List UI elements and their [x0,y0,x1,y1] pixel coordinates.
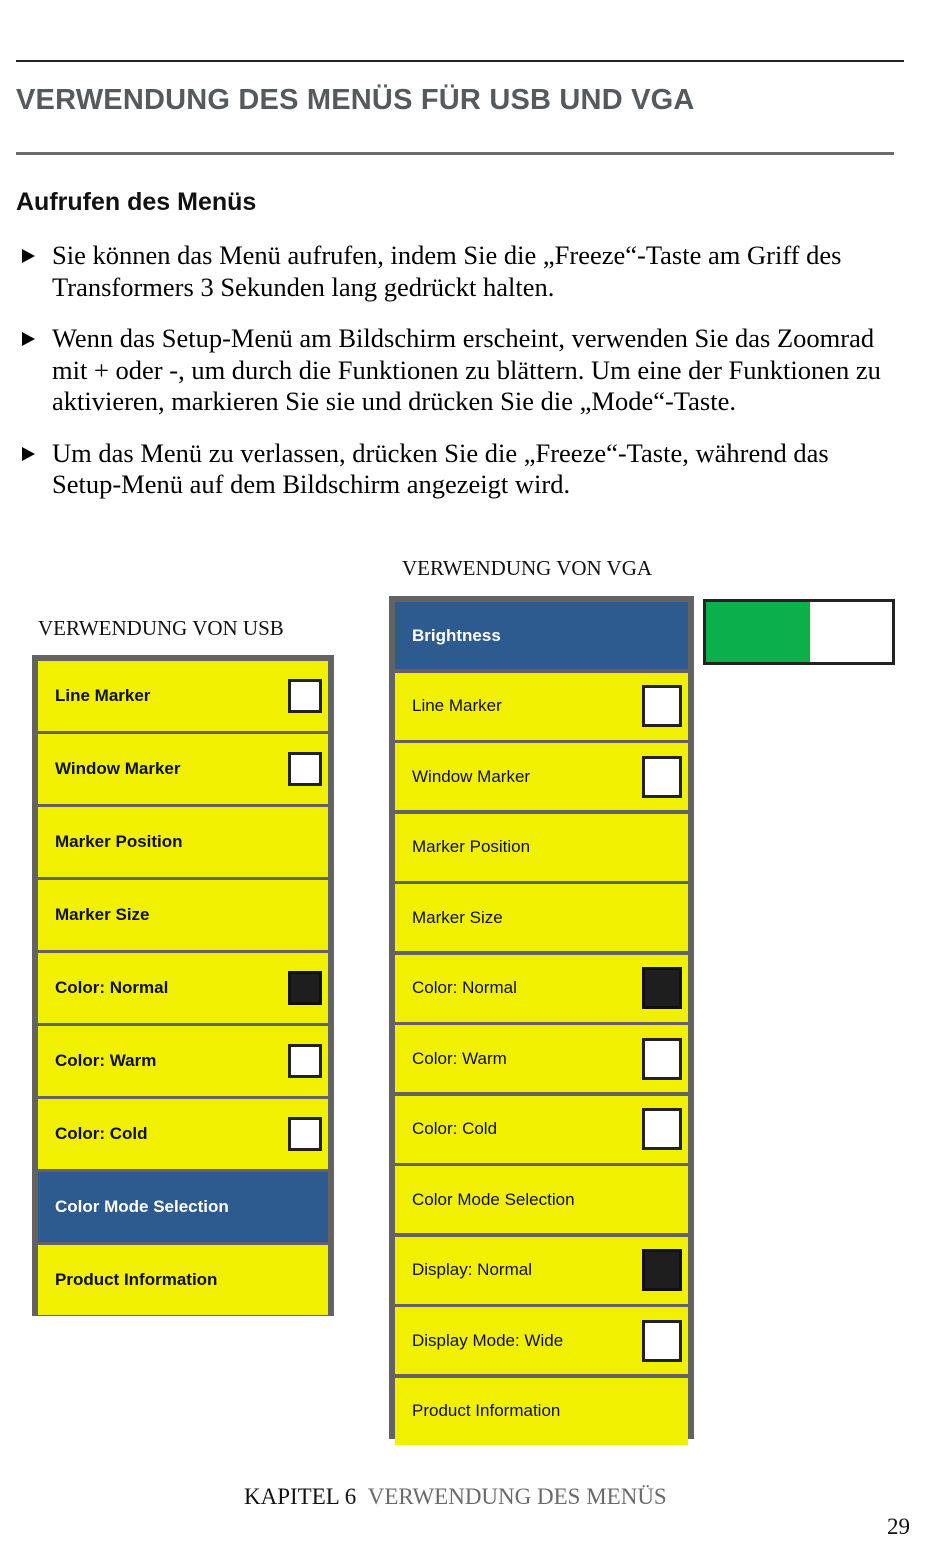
footer-chapter-title: VERWENDUNG DES MENÜS [367,1484,667,1509]
menu-item-label: Color Mode Selection [55,1197,229,1216]
top-rule [16,60,904,62]
menu-item[interactable] [38,880,328,950]
menu-item-label: Display: Normal [412,1260,532,1279]
menu-item-label: Line Marker [412,696,502,715]
instruction-item [16,240,896,303]
menu-item-label: Color: Warm [412,1048,507,1068]
checkbox-unchecked-icon[interactable] [642,1320,682,1362]
checkbox-unchecked-icon[interactable] [288,1044,322,1078]
menu-item-label: Display Mode: Wide [412,1330,564,1350]
section-subheading: Aufrufen des Menüs [16,188,257,216]
menu-item[interactable] [38,1172,328,1242]
menu-item[interactable] [395,602,688,669]
menu-item-label: Color: Cold [412,1119,498,1138]
brightness-level-fill [706,602,810,662]
menu-item-label: Product Information [412,1401,561,1420]
menu-item-label: Marker Position [55,832,183,851]
triangle-bullet-icon [22,332,35,346]
checkbox-checked-icon[interactable] [642,967,682,1009]
checkbox-checked-icon[interactable] [288,971,322,1005]
menu-item-label: Marker Position [412,837,531,856]
vga-caption: VERWENDUNG VON VGA [402,556,653,580]
menu-item[interactable] [38,1099,328,1169]
menu-item[interactable] [38,1026,328,1096]
checkbox-unchecked-icon[interactable] [288,752,322,786]
menu-item-label: Color: Warm [55,1051,157,1070]
menu-item[interactable] [395,814,688,881]
menu-item[interactable] [38,807,328,877]
menu-item[interactable] [395,673,688,740]
heading-underline [16,152,894,155]
menu-item[interactable] [395,884,688,951]
menu-item[interactable] [395,743,688,810]
menu-item-label: Marker Size [55,905,150,924]
page-heading: VERWENDUNG DES MENÜS FÜR USB UND VGA [16,84,695,116]
menu-item-label: Color: Normal [412,978,517,997]
usb-menu-panel [32,655,334,1316]
menu-item-label: Window Marker [412,766,531,786]
menu-item[interactable] [395,1237,688,1304]
menu-item-label: Brightness [412,625,501,645]
menu-item[interactable] [38,661,328,731]
instruction-item [16,323,896,418]
page-number: 29 [887,1514,910,1539]
instruction-item [16,438,896,501]
checkbox-unchecked-icon[interactable] [642,1108,682,1150]
triangle-bullet-icon [22,249,35,263]
menu-item[interactable] [38,734,328,804]
menu-item[interactable] [395,1378,688,1445]
footer-chapter-line [244,1484,667,1510]
menu-item[interactable] [395,955,688,1022]
menu-item[interactable] [395,1166,688,1233]
checkbox-unchecked-icon[interactable] [288,1117,322,1151]
checkbox-unchecked-icon[interactable] [642,756,682,798]
brightness-slider[interactable] [703,599,895,665]
menu-item[interactable] [395,1025,688,1092]
instruction-text: Um das Menü zu verlassen, drücken Sie die „Freeze“-Taste, während das Setup-Menü auf dem Bildschirm angezeigt wird. [52,437,829,499]
footer-chapter: KAPITEL 6 [244,1484,357,1509]
menu-item[interactable] [395,1096,688,1163]
menu-item-label: Window Marker [55,759,181,778]
instruction-text: Sie können das Menü aufrufen, indem Sie die „Freeze“-Taste am Griff des Transformers 3 Sekunden lang gedrückt halten. [52,240,842,302]
menu-item-label: Product Information [55,1270,218,1289]
checkbox-unchecked-icon[interactable] [642,685,682,727]
vga-menu-panel [389,596,694,1439]
usb-caption: VERWENDUNG VON USB [38,616,284,640]
checkbox-unchecked-icon[interactable] [288,679,322,713]
menu-item[interactable] [38,1245,328,1315]
menu-item[interactable] [38,953,328,1023]
menu-item-label: Color: Cold [55,1124,148,1143]
menu-item-label: Color: Normal [55,978,169,997]
triangle-bullet-icon [22,447,35,461]
menu-item-label: Color Mode Selection [412,1189,575,1209]
instruction-list [16,240,896,521]
checkbox-unchecked-icon[interactable] [642,1038,682,1080]
checkbox-checked-icon[interactable] [642,1249,682,1291]
menu-item[interactable] [395,1307,688,1374]
instruction-text: Wenn das Setup-Menü am Bildschirm erscheint, verwenden Sie das Zoomrad mit + oder -, um durch die Funktionen zu blättern. Um eine der Funktionen zu aktivieren, markieren Sie sie und drücken Sie die „Mode“-Taste. [52,323,881,416]
menu-item-label: Marker Size [412,907,503,927]
menu-item-label: Line Marker [55,686,151,705]
